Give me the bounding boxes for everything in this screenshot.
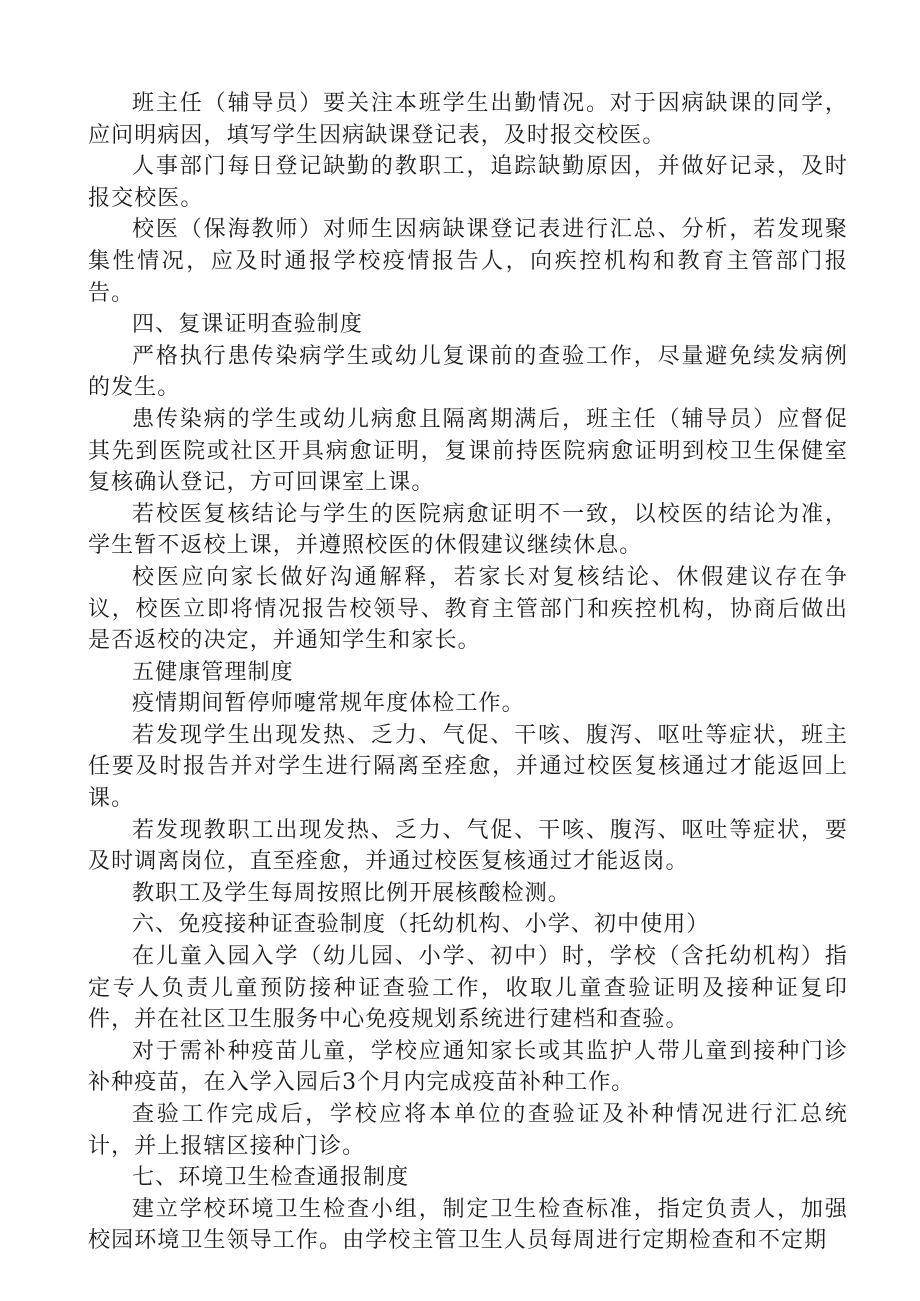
- document-body: [88, 88, 848, 1257]
- body-paragraph: 严格执行患传染病学生或幼儿复课前的查验工作，尽量避免续发病例的发生。: [88, 343, 848, 401]
- section-heading: 七、环境卫生检查通报制度: [132, 1165, 410, 1191]
- body-paragraph: 患传染病的学生或幼儿病愈且隔离期满后，班主任（辅导员）应督促其先到医院或社区开具病愈证明，复课前持医院病愈证明到校卫生保健室复核确认登记，方可回课室上课。: [88, 406, 848, 496]
- body-paragraph: 在儿童入园入学（幼儿园、小学、初中）时，学校（含托幼机构）指定专人负责儿童预防接种证查验工作，收取儿童查验证明及接种证复印件，并在社区卫生服务中心免疫规划系统进行建档和查验。: [88, 944, 848, 1033]
- body-paragraph: 查验工作完成后，学校应将本单位的查验证及补种情况进行汇总统计，并上报辖区接种门诊。: [88, 1102, 848, 1159]
- body-paragraph: 若发现教职工出现发热、乏力、气促、干咳、腹泻、呕吐等症状，要及时调离岗位，直至痊愈，并通过校医复核通过才能返岗。: [88, 817, 848, 875]
- body-paragraph: 人事部门每日登记缺勤的教职工，追踪缺勤原因，并做好记录，及时报交校医。: [88, 154, 848, 211]
- body-paragraph: 校医应向家长做好沟通解释，若家长对复核结论、休假建议存在争议，校医立即将情况报告校领导、教育主管部门和疾控机构，协商后做出是否返校的决定，并通知学生和家长。: [88, 564, 848, 654]
- body-paragraph: 若校医复核结论与学生的医院病愈证明不一致，以校医的结论为准，学生暂不返校上课，并遵照校医的休假建议继续休息。: [88, 501, 848, 559]
- section-heading: 六、免疫接种证查验制度（托幼机构、小学、初中使用）: [132, 912, 710, 938]
- body-paragraph: 班主任（辅导员）要关注本班学生出勤情况。对于因病缺课的同学，应问明病因，填写学生因病缺课登记表，及时报交校医。: [88, 91, 848, 148]
- body-paragraph: 教职工及学生每周按照比例开展核酸检测。: [132, 880, 571, 906]
- body-paragraph: 建立学校环境卫生检查小组，制定卫生检查标准，指定负责人，加强校园环境卫生领导工作。由学校主管卫生人员每周进行定期检查和不定期: [88, 1196, 848, 1254]
- body-paragraph: 若发现学生出现发热、乏力、气促、干咳、腹泻、呕吐等症状，班主任要及时报告并对学生进行隔离至痊愈，并通过校医复核通过才能返回上课。: [88, 722, 848, 812]
- section-heading: 四、复课证明查验制度: [132, 312, 364, 338]
- body-paragraph: 对于需补种疫苗儿童，学校应通知家长或其监护人带儿童到接种门诊补种疫苗，在入学入园后3个月内完成疫苗补种工作。: [88, 1038, 848, 1096]
- section-heading: 五健康管理制度: [132, 659, 294, 685]
- body-paragraph: 疫情期间暂停师嚏常规年度体检工作。: [132, 691, 525, 717]
- body-paragraph: 校医（保海教师）对师生因病缺课登记表进行汇总、分析，若发现聚集性情况，应及时通报学校疫情报告人，向疾控机构和教育主管部门报告。: [88, 217, 848, 306]
